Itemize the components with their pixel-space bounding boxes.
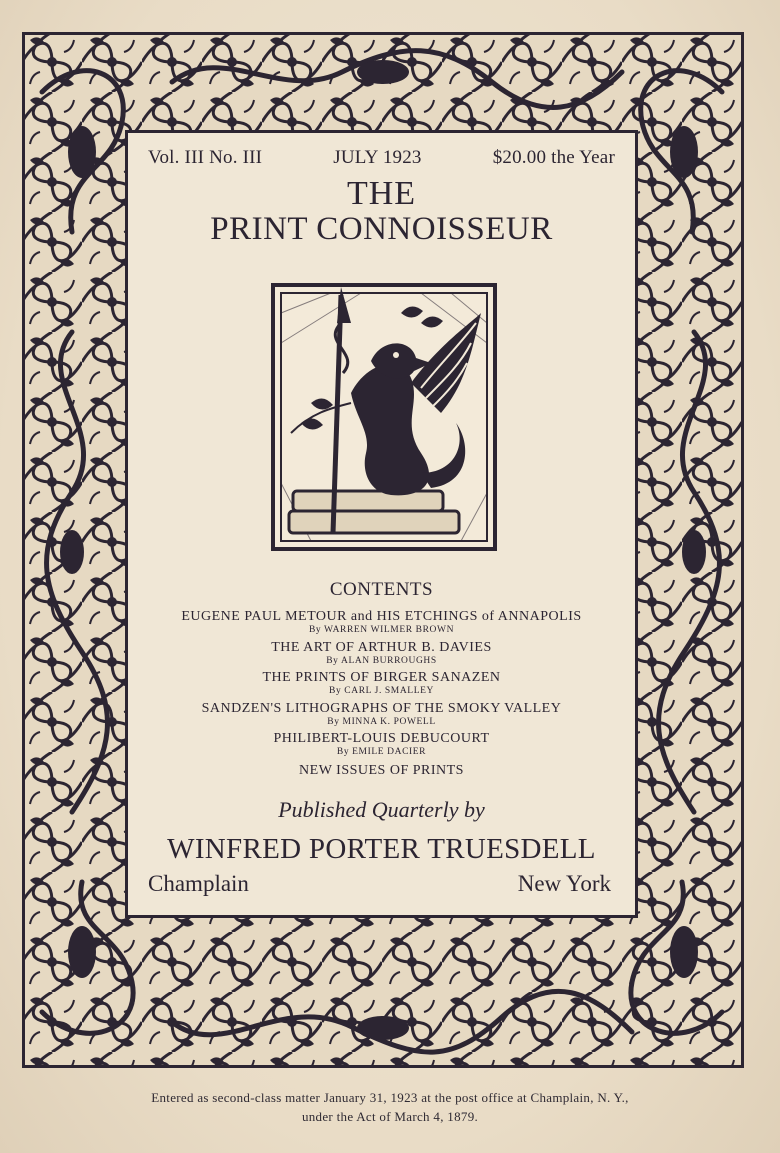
contents-entry <box>128 610 635 636</box>
article-title: SANDZEN'S LITHOGRAPHS OF THE SMOKY VALLEY <box>201 700 562 716</box>
content-panel <box>125 130 638 918</box>
article-author: By MINNA K. POWELL <box>327 716 436 727</box>
published-quarterly-line: Published Quarterly by <box>278 797 485 822</box>
postal-notice <box>0 1088 780 1126</box>
article-author: By CARL J. SMALLEY <box>329 686 434 696</box>
article-author: By EMILE DACIER <box>336 747 427 757</box>
masthead-info-row <box>148 147 615 169</box>
magazine-title-line-2: PRINT CONNOISSEUR <box>210 211 553 247</box>
publisher-city: Champlain <box>148 871 249 896</box>
article-author: By WARREN WILMER BROWN <box>308 625 455 635</box>
article-title: THE PRINTS OF BIRGER SANAZEN <box>262 670 501 685</box>
publisher-name: WINFRED PORTER TRUESDELL <box>167 833 596 865</box>
issue-date: JULY 1923 <box>333 147 422 168</box>
contents-entry <box>128 641 635 667</box>
subscription-price: $20.00 the Year <box>492 147 615 168</box>
article-title: EUGENE PAUL METOUR and HIS ETCHINGS of ANNAPOLIS <box>181 609 582 624</box>
volume-number: Vol. III No. III <box>148 147 263 168</box>
griffin-emblem-icon <box>271 283 497 551</box>
contents-list <box>128 609 635 779</box>
publisher-state: New York <box>517 871 611 896</box>
publisher-location <box>148 871 611 897</box>
article-title: PHILIBERT-LOUIS DEBUCOURT <box>273 731 490 746</box>
postal-notice-line-1: Entered as second-class matter January 31, 1923 at the post office at Champlain, N. Y., <box>151 1090 629 1105</box>
article-title: THE ART OF ARTHUR B. DAVIES <box>271 639 492 655</box>
new-issues-item: NEW ISSUES OF PRINTS <box>299 762 464 778</box>
article-author: By ALAN BURROUGHS <box>326 655 437 666</box>
magazine-title-line-1: THE <box>346 175 417 212</box>
contents-entry <box>128 671 635 697</box>
contents-entry <box>128 702 635 728</box>
contents-heading: CONTENTS <box>329 579 434 600</box>
contents-entry <box>128 732 635 758</box>
postal-notice-line-2: under the Act of March 4, 1879. <box>301 1109 479 1124</box>
